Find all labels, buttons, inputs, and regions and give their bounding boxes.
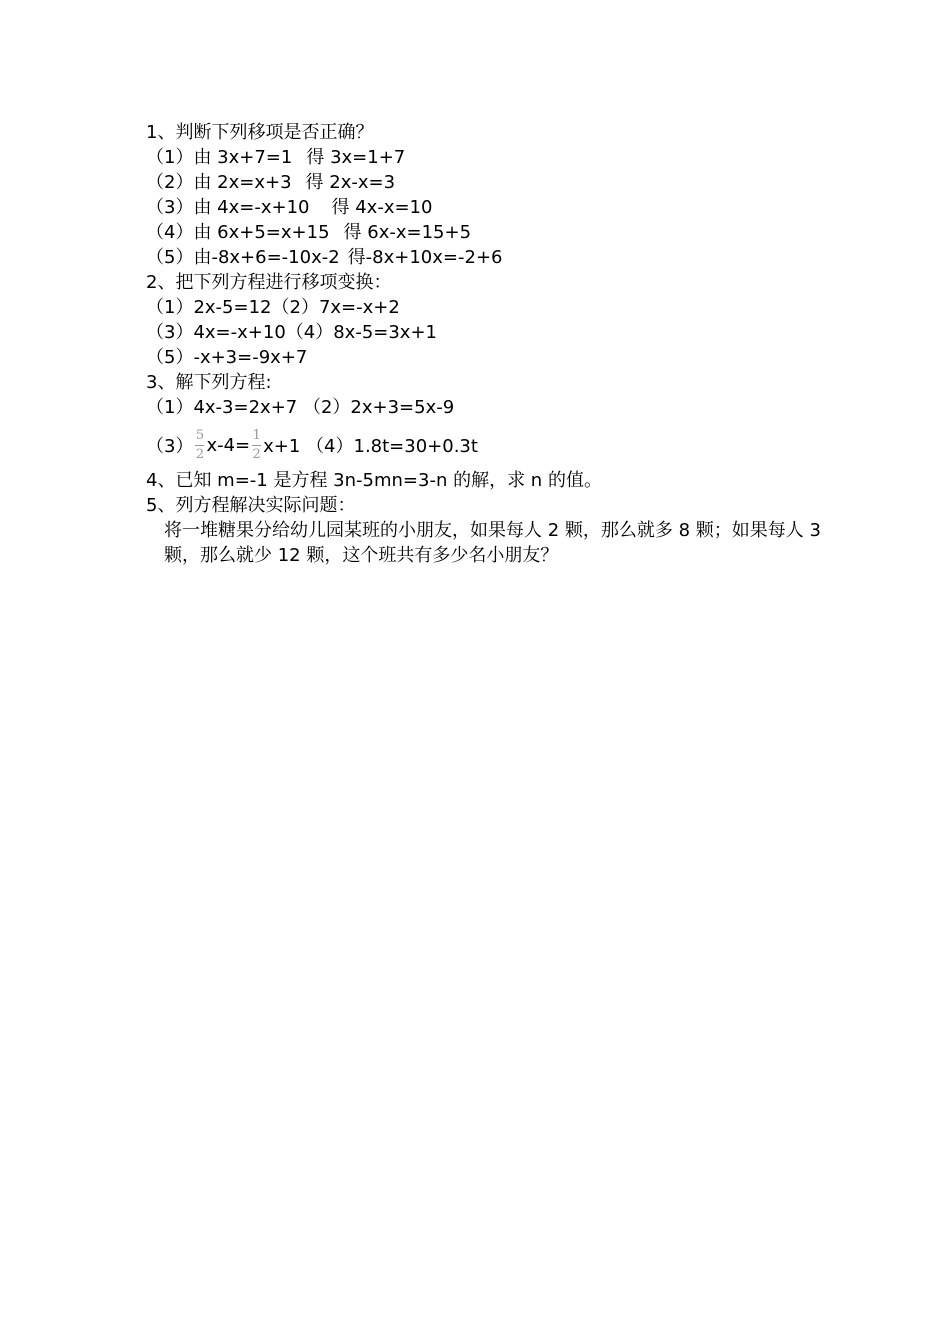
fraction-one-half <box>252 429 261 462</box>
item-equation: （1）由 3x+7=1 <box>146 147 293 168</box>
question-2-line: （5）-x+3=-9x+7 <box>146 347 308 368</box>
question-3-fraction-line <box>146 424 826 466</box>
fraction-bar <box>252 445 261 446</box>
question-5-title: 5、列方程解决实际问题： <box>146 495 356 516</box>
item-result: 得 4x-x=10 <box>331 197 433 218</box>
question-5-body: 将一堆糖果分给幼儿园某班的小朋友，如果每人 2 颗，那么就多 8 颗；如果每人 3 颗，那么就少 12 颗，这个班共有多少名小朋友？ <box>164 520 821 566</box>
question-1-item <box>146 195 826 220</box>
fraction-line-middle: x-4= <box>206 434 251 456</box>
fraction-denominator: 2 <box>195 446 205 462</box>
item-equation: （4）由 6x+5=x+15 <box>146 222 330 243</box>
question-1-item <box>146 220 826 245</box>
fraction-five-halves <box>195 429 204 462</box>
item-result: 得-8x+10x=-2+6 <box>347 247 503 268</box>
item-result: 得 3x=1+7 <box>306 147 406 168</box>
fraction-line-suffix: x+1 （4）1.8t=30+0.3t <box>263 436 478 457</box>
item-result: 得 2x-x=3 <box>305 172 396 193</box>
question-1-item <box>146 145 826 170</box>
fraction-numerator: 5 <box>195 427 205 443</box>
fraction-denominator: 2 <box>252 446 261 462</box>
question-1-title: 1、判断下列移项是否正确？ <box>146 122 374 143</box>
question-1-item <box>146 245 826 270</box>
item-equation: （5）由-8x+6=-10x-2 <box>146 247 340 268</box>
question-4: 4、已知 m=-1 是方程 3n-5mn=3-n 的解，求 n 的值。 <box>146 470 602 491</box>
worksheet <box>146 120 826 568</box>
item-result: 得 6x-x=15+5 <box>343 222 472 243</box>
question-1-item <box>146 170 826 195</box>
fraction-line-prefix: （3） <box>146 436 194 457</box>
item-equation: （2）由 2x=x+3 <box>146 172 292 193</box>
question-3-line: （1）4x-3=2x+7 （2）2x+3=5x-9 <box>146 397 455 418</box>
fraction-bar <box>195 445 204 446</box>
question-3-title: 3、解下列方程: <box>146 372 272 393</box>
item-equation: （3）由 4x=-x+10 <box>146 197 310 218</box>
question-2-line: （3）4x=-x+10（4）8x-5=3x+1 <box>146 322 437 343</box>
fraction-numerator: 1 <box>252 427 261 443</box>
question-2-title: 2、把下列方程进行移项变换： <box>146 272 392 293</box>
question-2-line: （1）2x-5=12（2）7x=-x+2 <box>146 297 400 318</box>
